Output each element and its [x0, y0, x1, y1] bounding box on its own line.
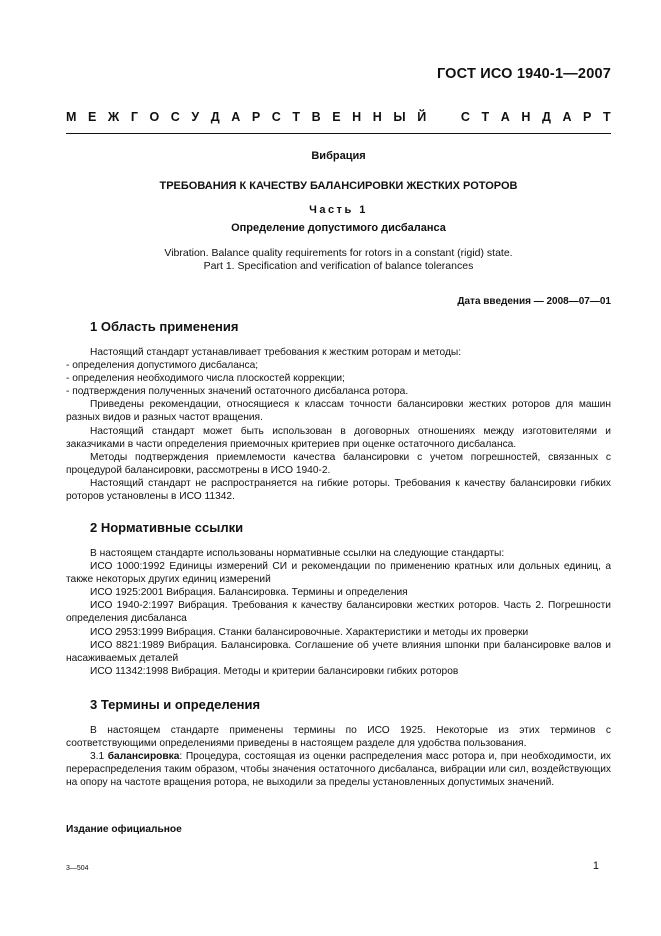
interstate-letter: Е [88, 110, 97, 124]
interstate-letter: Р [583, 110, 592, 124]
list-item: - подтверждения полученных значений остаточного дисбаланса ротора. [66, 386, 409, 398]
paragraph: Настоящий стандарт устанавливает требования к жестким роторам и методы: [90, 347, 462, 358]
intro-date: Дата введения — 2008—07—01 [457, 296, 611, 307]
paragraph: В настоящем стандарте использованы нормативные ссылки на следующие стандарты: [90, 548, 505, 559]
section-terms [66, 697, 611, 789]
list-item: - определения допустимого дисбаланса; [66, 360, 259, 372]
term-number: 3.1 [90, 751, 105, 763]
interstate-letter: Т [292, 110, 301, 124]
interstate-letter: Ы [393, 110, 406, 124]
english-title-line-2: Part 1. Specification and verification of balance tolerances [203, 260, 474, 272]
section-heading: 3 Термины и определения [90, 697, 261, 712]
page-number: 1 [592, 860, 599, 872]
reference-item: ИСО 1940-2:1997 Вибрация. Требования к качеству балансировки жестких роторов. Часть 2. Погрешности определения дисбаланса [66, 600, 611, 625]
interstate-letter: О [149, 110, 160, 124]
english-title [66, 247, 611, 273]
interstate-letter: М [66, 110, 77, 124]
interstate-letter: С [170, 110, 180, 124]
interstate-letter: Г [130, 110, 138, 124]
reference-item: ИСО 2953:1999 Вибрация. Станки балансировочные. Характеристики и методы их проверки [90, 626, 529, 638]
interstate-letter: Т [481, 110, 490, 124]
reference-item: ИСО 1925:2001 Вибрация. Балансировка. Термины и определения [90, 587, 408, 599]
term-definition-text: : Процедура, состоящая из оценки распределения масс ротора и, при необходимости, их перераспределения таким образом, чтобы значения остаточного дисбаланса, вибрации или сил, воздействующих на опору на частоте вращения ротора, не выходили за пределы установленных допустимых значений. [66, 751, 611, 789]
paragraph: В настоящем стандарте применены термины по ИСО 1925. Некоторые из этих терминов с соответствующими определениями приведены в настоящем разделе для удобства пользования. [66, 725, 611, 750]
edition-label: Издание официальное [66, 824, 182, 835]
part-label: Часть 1 [309, 204, 368, 216]
interstate-letter: Д [210, 110, 220, 124]
interstate-letter: Н [372, 110, 382, 124]
interstate-letter: С [271, 110, 281, 124]
interstate-letter: А [500, 110, 510, 124]
interstate-letter: Н [521, 110, 531, 124]
interstate-letter: Е [332, 110, 341, 124]
interstate-letter: Й [417, 110, 427, 124]
interstate-letter: У [191, 110, 200, 124]
term-definition [66, 750, 611, 789]
section-normative-references [66, 520, 611, 678]
print-code: 3—504 [66, 865, 89, 872]
interstate-letter: А [231, 110, 241, 124]
paragraph: Настоящий стандарт не распространяется на гибкие роторы. Требования к качеству балансировки гибких роторов установлены в ИСО 11342. [66, 477, 611, 503]
paragraph: Приведены рекомендации, относящиеся к классам точности балансировки жестких роторов для машин разных видов и разных частот вращения. [66, 399, 611, 424]
interstate-standard-heading [66, 110, 611, 124]
document-title: ТРЕБОВАНИЯ К КАЧЕСТВУ БАЛАНСИРОВКИ ЖЕСТКИХ РОТОРОВ [159, 180, 518, 192]
interstate-letter: В [311, 110, 321, 124]
title-subject: Вибрация [311, 150, 366, 162]
english-title-line-1: Vibration. Balance quality requirements for rotors in a constant (rigid) state. [164, 247, 513, 259]
header-rule [66, 133, 611, 134]
interstate-letter: Н [352, 110, 362, 124]
interstate-letter: Р [251, 110, 261, 124]
term-name: балансировка [107, 751, 180, 763]
section-heading: 2 Нормативные ссылки [90, 520, 244, 535]
list-item: - определения необходимого числа плоскостей коррекции; [66, 373, 345, 385]
interstate-letter: Д [541, 110, 551, 124]
reference-item: ИСО 11342:1998 Вибрация. Методы и критерии балансировки гибких роторов [90, 665, 459, 677]
section-heading: 1 Область применения [90, 319, 239, 334]
interstate-letter: Т [602, 110, 611, 124]
interstate-letter: С [460, 110, 470, 124]
paragraph: Настоящий стандарт может быть использован в договорных отношениях между изготовителями и заказчиками в части определения приемочных критериев при оценке остаточного дисбаланса. [66, 425, 611, 450]
standard-number: ГОСТ ИСО 1940-1—2007 [436, 66, 611, 82]
reference-item: ИСО 1000:1992 Единицы измерений СИ и рекомендации по применению кратных или дольных единиц, а также некоторых других единиц измерений [66, 561, 611, 586]
paragraph: Методы подтверждения приемлемости качества балансировки с учетом погрешностей, связанных с процедурой балансировки, рассмотрены в ИСО 1940-2. [66, 451, 611, 476]
document-subtitle: Определение допустимого дисбаланса [231, 222, 446, 234]
section-scope [66, 319, 611, 503]
interstate-letter: А [562, 110, 572, 124]
reference-item: ИСО 8821:1989 Вибрация. Балансировка. Соглашение об учете влияния шпонки при балансировке валов и насаживаемых деталей [66, 639, 611, 664]
interstate-letter: Ж [107, 110, 120, 124]
